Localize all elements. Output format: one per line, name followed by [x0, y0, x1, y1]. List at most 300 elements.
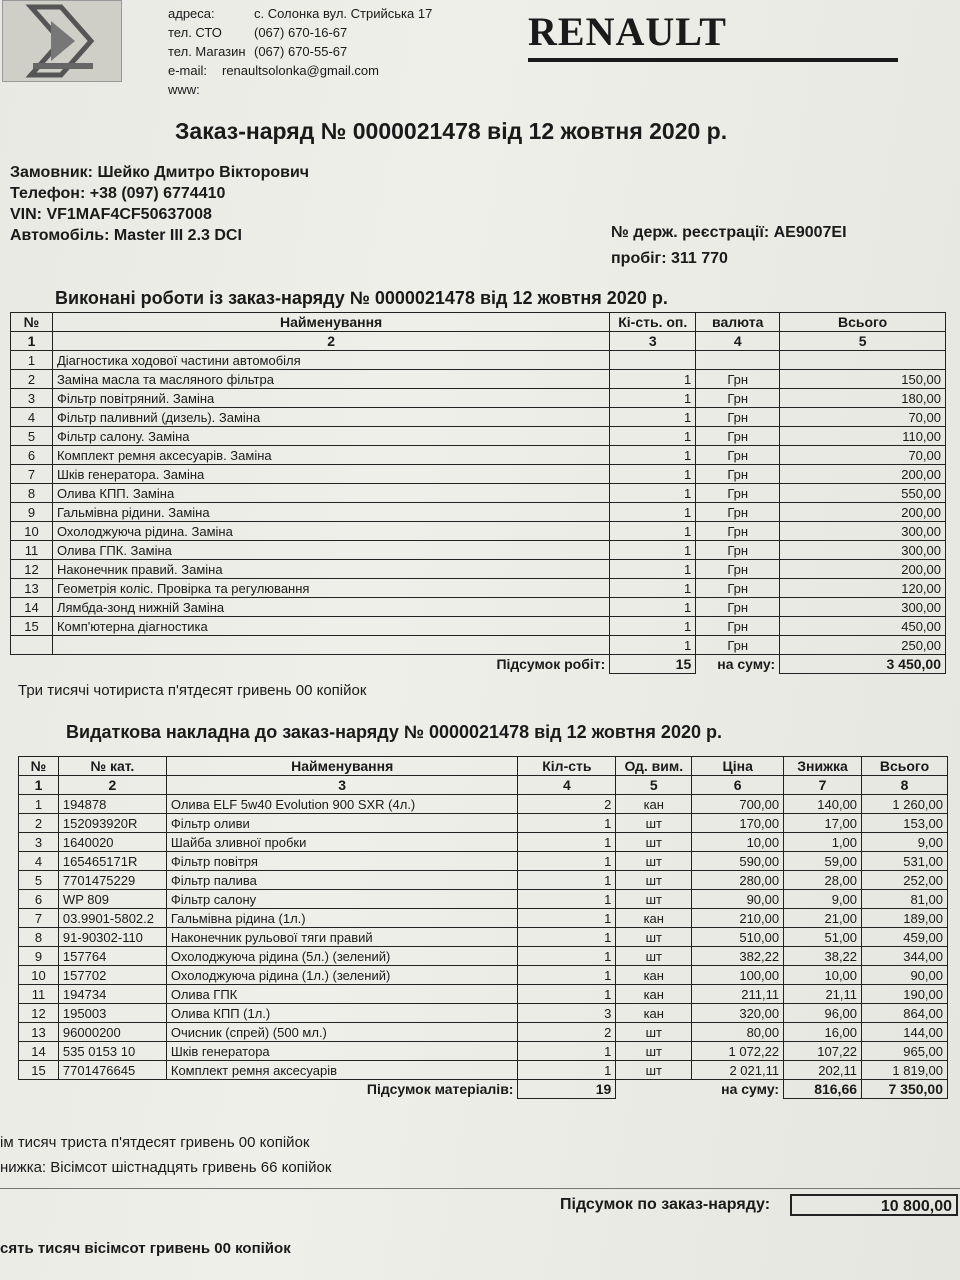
- table-cell: 1: [518, 1061, 616, 1080]
- table-cell: 300,00: [780, 598, 946, 617]
- works-number-row: [11, 332, 946, 351]
- table-cell: Наконечник правий. Заміна: [52, 560, 609, 579]
- table-cell: 1: [610, 465, 696, 484]
- table-cell: 210,00: [692, 909, 784, 928]
- materials-number-row: [19, 776, 948, 795]
- table-cell: 1: [610, 446, 696, 465]
- col-header: Найменування: [52, 313, 609, 332]
- table-cell: 6: [19, 890, 59, 909]
- client-info: [10, 162, 309, 246]
- work-row: [11, 389, 946, 408]
- table-cell: 1640020: [58, 833, 166, 852]
- table-cell: Гальмівна рідини. Заміна: [52, 503, 609, 522]
- col-number: 5: [780, 332, 946, 351]
- table-cell: 7701476645: [58, 1061, 166, 1080]
- works-sum-amount: 3 450,00: [780, 655, 946, 674]
- table-cell: 170,00: [692, 814, 784, 833]
- col-header: валюта: [696, 313, 780, 332]
- col-header: Кі-сть. оп.: [610, 313, 696, 332]
- work-row: [11, 541, 946, 560]
- table-cell: кан: [616, 795, 692, 814]
- contact-value: renaultsolonka@gmail.com: [222, 63, 379, 78]
- col-number: 2: [58, 776, 166, 795]
- table-cell: шт: [616, 890, 692, 909]
- table-cell: Фільтр повітряний. Заміна: [52, 389, 609, 408]
- table-cell: 2: [11, 370, 53, 389]
- contact-label: e-mail:: [168, 63, 208, 78]
- table-cell: 1: [610, 560, 696, 579]
- table-cell: 70,00: [780, 446, 946, 465]
- table-cell: 38,22: [784, 947, 862, 966]
- table-cell: 590,00: [692, 852, 784, 871]
- table-cell: 1: [610, 503, 696, 522]
- table-cell: 107,22: [784, 1042, 862, 1061]
- table-cell: шт: [616, 928, 692, 947]
- col-number: 3: [610, 332, 696, 351]
- table-cell: Грн: [696, 579, 780, 598]
- col-header: Кіл-сть: [518, 757, 616, 776]
- table-cell: 200,00: [780, 560, 946, 579]
- table-cell: 1 260,00: [862, 795, 948, 814]
- table-cell: Очисник (спрей) (500 мл.): [166, 1023, 518, 1042]
- table-cell: 1: [610, 408, 696, 427]
- table-cell: 9,00: [784, 890, 862, 909]
- col-header: Найменування: [166, 757, 518, 776]
- table-cell: 03.9901-5802.2: [58, 909, 166, 928]
- table-cell: Заміна масла та масляного фільтра: [52, 370, 609, 389]
- table-cell: 550,00: [780, 484, 946, 503]
- table-cell: 1: [518, 909, 616, 928]
- grand-total-words: сять тисяч вісімсот гривень 00 копійок: [0, 1240, 291, 1257]
- table-cell: 96,00: [784, 1004, 862, 1023]
- contact-value: (067) 670-55-67: [254, 44, 348, 59]
- table-cell: 531,00: [862, 852, 948, 871]
- contact-value: с. Солонка вул. Стрийська 17: [254, 6, 433, 21]
- works-title: Виконані роботи із заказ-наряду № 0000021478 від 12 жовтня 2020 р.: [55, 288, 668, 308]
- table-cell: Грн: [696, 446, 780, 465]
- table-cell: Грн: [696, 370, 780, 389]
- work-row: [11, 408, 946, 427]
- table-cell: Грн: [696, 503, 780, 522]
- table-cell: Фільтр палива: [166, 871, 518, 890]
- table-cell: Грн: [696, 389, 780, 408]
- col-header: №: [11, 313, 53, 332]
- table-cell: 4: [11, 408, 53, 427]
- table-cell: 7701475229: [58, 871, 166, 890]
- table-cell: 7: [11, 465, 53, 484]
- grand-total-label: Підсумок по заказ-наряду:: [560, 1196, 771, 1213]
- table-cell: WP 809: [58, 890, 166, 909]
- works-sum-amount-label: на суму:: [717, 655, 776, 672]
- table-cell: Грн: [696, 636, 780, 655]
- table-cell: 1: [610, 484, 696, 503]
- table-cell: 3: [11, 389, 53, 408]
- table-cell: Геометрія коліс. Провірка та регулювання: [52, 579, 609, 598]
- table-cell: 194878: [58, 795, 166, 814]
- materials-sum-label: Підсумок матеріалів:: [366, 1080, 514, 1097]
- table-cell: Грн: [696, 522, 780, 541]
- table-cell: 202,11: [784, 1061, 862, 1080]
- table-cell: 382,22: [692, 947, 784, 966]
- table-cell: 10: [19, 966, 59, 985]
- table-cell: 14: [19, 1042, 59, 1061]
- table-cell: Грн: [696, 617, 780, 636]
- work-row: [11, 522, 946, 541]
- mileage: пробіг: 311 770: [611, 250, 728, 267]
- work-row: [11, 465, 946, 484]
- table-cell: 1: [610, 579, 696, 598]
- table-cell: Грн: [696, 541, 780, 560]
- table-cell: 1: [518, 890, 616, 909]
- materials-sum-amount-label: на суму:: [721, 1080, 780, 1097]
- work-row: [11, 560, 946, 579]
- table-cell: 152093920R: [58, 814, 166, 833]
- col-header: Од. вим.: [616, 757, 692, 776]
- table-cell: 96000200: [58, 1023, 166, 1042]
- col-number: 3: [166, 776, 518, 795]
- works-sum-label: Підсумок робіт:: [496, 655, 606, 672]
- table-cell: Шайба зливної пробки: [166, 833, 518, 852]
- table-cell: шт: [616, 1023, 692, 1042]
- table-cell: 300,00: [780, 541, 946, 560]
- table-cell: 8: [19, 928, 59, 947]
- table-cell: 17,00: [784, 814, 862, 833]
- table-cell: 157702: [58, 966, 166, 985]
- vehicle-model: Автомобіль: Master III 2.3 DCI: [10, 227, 242, 244]
- material-row: [19, 1042, 948, 1061]
- material-row: [19, 795, 948, 814]
- col-header: Знижка: [784, 757, 862, 776]
- material-row: [19, 1061, 948, 1080]
- material-row: [19, 985, 948, 1004]
- grand-total-amount: 10 800,00: [790, 1194, 958, 1216]
- table-cell: Гальмівна рідина (1л.): [166, 909, 518, 928]
- table-cell: 100,00: [692, 966, 784, 985]
- table-cell: 2: [19, 814, 59, 833]
- col-number: 8: [862, 776, 948, 795]
- table-cell: 21,00: [784, 909, 862, 928]
- materials-title: Видаткова накладна до заказ-наряду № 0000021478 від 12 жовтня 2020 р.: [66, 722, 722, 742]
- table-cell: 190,00: [862, 985, 948, 1004]
- table-cell: шт: [616, 852, 692, 871]
- table-cell: 3: [19, 833, 59, 852]
- table-cell: 91-90302-110: [58, 928, 166, 947]
- table-cell: Фільтр паливний (дизель). Заміна: [52, 408, 609, 427]
- table-cell: 12: [11, 560, 53, 579]
- table-cell: 200,00: [780, 503, 946, 522]
- work-row: [11, 617, 946, 636]
- table-cell: Комплект ремня аксесуарів: [166, 1061, 518, 1080]
- table-cell: 2 021,11: [692, 1061, 784, 1080]
- table-cell: 320,00: [692, 1004, 784, 1023]
- table-cell: Комп'ютерна діагностика: [52, 617, 609, 636]
- work-row: [11, 427, 946, 446]
- table-cell: кан: [616, 1004, 692, 1023]
- table-cell: Грн: [696, 560, 780, 579]
- table-cell: 1: [11, 351, 53, 370]
- works-sum-qty: 15: [610, 655, 696, 674]
- contact-label: www:: [168, 82, 200, 97]
- col-number: 4: [518, 776, 616, 795]
- table-cell: Грн: [696, 427, 780, 446]
- table-cell: 194734: [58, 985, 166, 1004]
- table-cell: 1: [518, 947, 616, 966]
- table-cell: 344,00: [862, 947, 948, 966]
- table-cell: 15: [11, 617, 53, 636]
- table-cell: 1: [610, 598, 696, 617]
- material-row: [19, 928, 948, 947]
- table-cell: 1: [610, 522, 696, 541]
- table-cell: 90,00: [862, 966, 948, 985]
- table-cell: 110,00: [780, 427, 946, 446]
- table-cell: 1 072,22: [692, 1042, 784, 1061]
- table-cell: Лямбда-зонд нижній Заміна: [52, 598, 609, 617]
- customer-phone: Телефон: +38 (097) 6774410: [10, 185, 226, 202]
- table-cell: 21,11: [784, 985, 862, 1004]
- table-cell: 1: [518, 985, 616, 1004]
- table-cell: 165465171R: [58, 852, 166, 871]
- table-cell: 5: [11, 427, 53, 446]
- contact-label: адреса:: [168, 6, 215, 21]
- table-cell: шт: [616, 814, 692, 833]
- table-cell: 10,00: [692, 833, 784, 852]
- col-header: Всього: [780, 313, 946, 332]
- table-cell: 10: [11, 522, 53, 541]
- table-cell: Грн: [696, 598, 780, 617]
- table-cell: 180,00: [780, 389, 946, 408]
- materials-table: [18, 756, 948, 1099]
- contact-label: тел. СТО: [168, 25, 222, 40]
- brand-name: RENAULT: [528, 9, 727, 54]
- materials-amount-words: ім тисяч триста п'ятдесят гривень 00 копійок: [0, 1134, 310, 1151]
- table-cell: 1,00: [784, 833, 862, 852]
- material-row: [19, 966, 948, 985]
- work-row: [11, 484, 946, 503]
- material-row: [19, 890, 948, 909]
- work-row: [11, 598, 946, 617]
- registration-number: № держ. реєстрації: AE9007EI: [611, 224, 847, 241]
- table-cell: 195003: [58, 1004, 166, 1023]
- table-cell: 250,00: [780, 636, 946, 655]
- customer-name: Замовник: Шейко Дмитро Вікторович: [10, 164, 310, 181]
- col-number: 1: [19, 776, 59, 795]
- table-cell: 300,00: [780, 522, 946, 541]
- table-cell: Фільтр салону. Заміна: [52, 427, 609, 446]
- table-cell: 1: [518, 1042, 616, 1061]
- table-cell: 9: [19, 947, 59, 966]
- material-row: [19, 947, 948, 966]
- table-cell: [696, 351, 780, 370]
- material-row: [19, 1004, 948, 1023]
- table-cell: кан: [616, 985, 692, 1004]
- col-number: 5: [616, 776, 692, 795]
- table-cell: Олива КПП (1л.): [166, 1004, 518, 1023]
- table-cell: 459,00: [862, 928, 948, 947]
- brand-logo: [528, 9, 898, 56]
- col-number: 7: [784, 776, 862, 795]
- table-cell: 1: [19, 795, 59, 814]
- table-cell: 13: [19, 1023, 59, 1042]
- table-cell: 140,00: [784, 795, 862, 814]
- table-cell: 10,00: [784, 966, 862, 985]
- col-header: Ціна: [692, 757, 784, 776]
- table-cell: 9,00: [862, 833, 948, 852]
- table-cell: Шків генератора: [166, 1042, 518, 1061]
- table-cell: 700,00: [692, 795, 784, 814]
- table-cell: 1 819,00: [862, 1061, 948, 1080]
- table-cell: 14: [11, 598, 53, 617]
- table-cell: 211,11: [692, 985, 784, 1004]
- col-number: 1: [11, 332, 53, 351]
- table-cell: Шків генератора. Заміна: [52, 465, 609, 484]
- table-cell: 16,00: [784, 1023, 862, 1042]
- materials-sum-amount: 7 350,00: [862, 1080, 948, 1099]
- table-cell: Наконечник рульової тяги правий: [166, 928, 518, 947]
- table-cell: 1: [518, 871, 616, 890]
- table-cell: 11: [19, 985, 59, 1004]
- col-header: №: [19, 757, 59, 776]
- table-cell: 1: [518, 966, 616, 985]
- table-cell: [610, 351, 696, 370]
- table-cell: Олива ELF 5w40 Evolution 900 SXR (4л.): [166, 795, 518, 814]
- materials-header-row: [19, 757, 948, 776]
- works-header-row: [11, 313, 946, 332]
- table-cell: Олива КПП. Заміна: [52, 484, 609, 503]
- table-cell: Грн: [696, 465, 780, 484]
- table-cell: 120,00: [780, 579, 946, 598]
- table-cell: [780, 351, 946, 370]
- table-cell: 965,00: [862, 1042, 948, 1061]
- material-row: [19, 852, 948, 871]
- table-cell: 3: [518, 1004, 616, 1023]
- page-title: Заказ-наряд № 0000021478 від 12 жовтня 2020 р.: [175, 118, 728, 144]
- logo-image: [2, 0, 122, 82]
- table-cell: 11: [11, 541, 53, 560]
- material-row: [19, 1023, 948, 1042]
- discount-amount-words: нижка: Вісімсот шістнадцять гривень 66 копійок: [0, 1159, 332, 1176]
- material-row: [19, 814, 948, 833]
- table-cell: Фільтр повітря: [166, 852, 518, 871]
- works-table: [10, 312, 946, 674]
- table-cell: 153,00: [862, 814, 948, 833]
- table-cell: 535 0153 10: [58, 1042, 166, 1061]
- table-cell: 1: [610, 427, 696, 446]
- table-cell: 1: [518, 928, 616, 947]
- contact-label: тел. Магазин: [168, 44, 246, 59]
- table-cell: Охолоджуюча рідина (1л.) (зелений): [166, 966, 518, 985]
- table-cell: шт: [616, 1042, 692, 1061]
- col-number: 4: [696, 332, 780, 351]
- table-cell: 59,00: [784, 852, 862, 871]
- table-cell: 252,00: [862, 871, 948, 890]
- work-row: [11, 351, 946, 370]
- table-cell: 150,00: [780, 370, 946, 389]
- table-cell: Олива ГПК. Заміна: [52, 541, 609, 560]
- table-cell: кан: [616, 966, 692, 985]
- table-cell: 157764: [58, 947, 166, 966]
- brand-underline: [528, 58, 898, 62]
- vehicle-vin: VIN: VF1MAF4CF50637008: [10, 206, 212, 223]
- table-cell: Діагностика ходової частини автомобіля: [52, 351, 609, 370]
- table-cell: кан: [616, 909, 692, 928]
- material-row: [19, 871, 948, 890]
- table-cell: 8: [11, 484, 53, 503]
- table-cell: 4: [19, 852, 59, 871]
- table-cell: 1: [610, 389, 696, 408]
- materials-sum-discount: 816,66: [784, 1080, 862, 1099]
- work-row: [11, 446, 946, 465]
- col-header: Всього: [862, 757, 948, 776]
- work-row: [11, 370, 946, 389]
- works-summary-row: [11, 655, 946, 674]
- table-cell: 70,00: [780, 408, 946, 427]
- contacts-block: [168, 4, 432, 99]
- table-cell: 28,00: [784, 871, 862, 890]
- col-header: № кат.: [58, 757, 166, 776]
- divider: [0, 1188, 960, 1189]
- table-cell: 1: [610, 617, 696, 636]
- table-cell: 7: [19, 909, 59, 928]
- table-cell: 1: [518, 814, 616, 833]
- table-cell: 12: [19, 1004, 59, 1023]
- table-cell: 2: [518, 795, 616, 814]
- table-cell: 81,00: [862, 890, 948, 909]
- col-number: 6: [692, 776, 784, 795]
- materials-summary-row: [19, 1080, 948, 1099]
- table-cell: 144,00: [862, 1023, 948, 1042]
- table-cell: 1: [610, 541, 696, 560]
- table-cell: Комплект ремня аксесуарів. Заміна: [52, 446, 609, 465]
- works-amount-words: Три тисячі чотириста п'ятдесят гривень 00 копійок: [18, 682, 367, 699]
- table-cell: 200,00: [780, 465, 946, 484]
- table-cell: 189,00: [862, 909, 948, 928]
- table-cell: 1: [610, 370, 696, 389]
- table-cell: 510,00: [692, 928, 784, 947]
- table-cell: Грн: [696, 408, 780, 427]
- table-cell: Фільтр оливи: [166, 814, 518, 833]
- table-cell: 80,00: [692, 1023, 784, 1042]
- table-cell: 5: [19, 871, 59, 890]
- table-cell: Грн: [696, 484, 780, 503]
- table-cell: 1: [518, 833, 616, 852]
- table-cell: 51,00: [784, 928, 862, 947]
- table-cell: 15: [19, 1061, 59, 1080]
- contact-value: (067) 670-16-67: [254, 25, 348, 40]
- table-cell: шт: [616, 833, 692, 852]
- table-cell: [52, 636, 609, 655]
- table-cell: Олива ГПК: [166, 985, 518, 1004]
- table-cell: [11, 636, 53, 655]
- table-cell: 9: [11, 503, 53, 522]
- table-cell: 280,00: [692, 871, 784, 890]
- table-cell: шт: [616, 871, 692, 890]
- table-cell: 13: [11, 579, 53, 598]
- registration-info: [611, 220, 847, 272]
- table-cell: 2: [518, 1023, 616, 1042]
- work-row: [11, 579, 946, 598]
- table-cell: шт: [616, 947, 692, 966]
- table-cell: 450,00: [780, 617, 946, 636]
- work-row: [11, 503, 946, 522]
- table-cell: Охолоджуюча рідина (5л.) (зелений): [166, 947, 518, 966]
- materials-sum-qty: 19: [518, 1080, 616, 1099]
- table-cell: 90,00: [692, 890, 784, 909]
- table-cell: 864,00: [862, 1004, 948, 1023]
- table-cell: Фільтр салону: [166, 890, 518, 909]
- table-cell: шт: [616, 1061, 692, 1080]
- table-cell: 6: [11, 446, 53, 465]
- table-cell: 1: [518, 852, 616, 871]
